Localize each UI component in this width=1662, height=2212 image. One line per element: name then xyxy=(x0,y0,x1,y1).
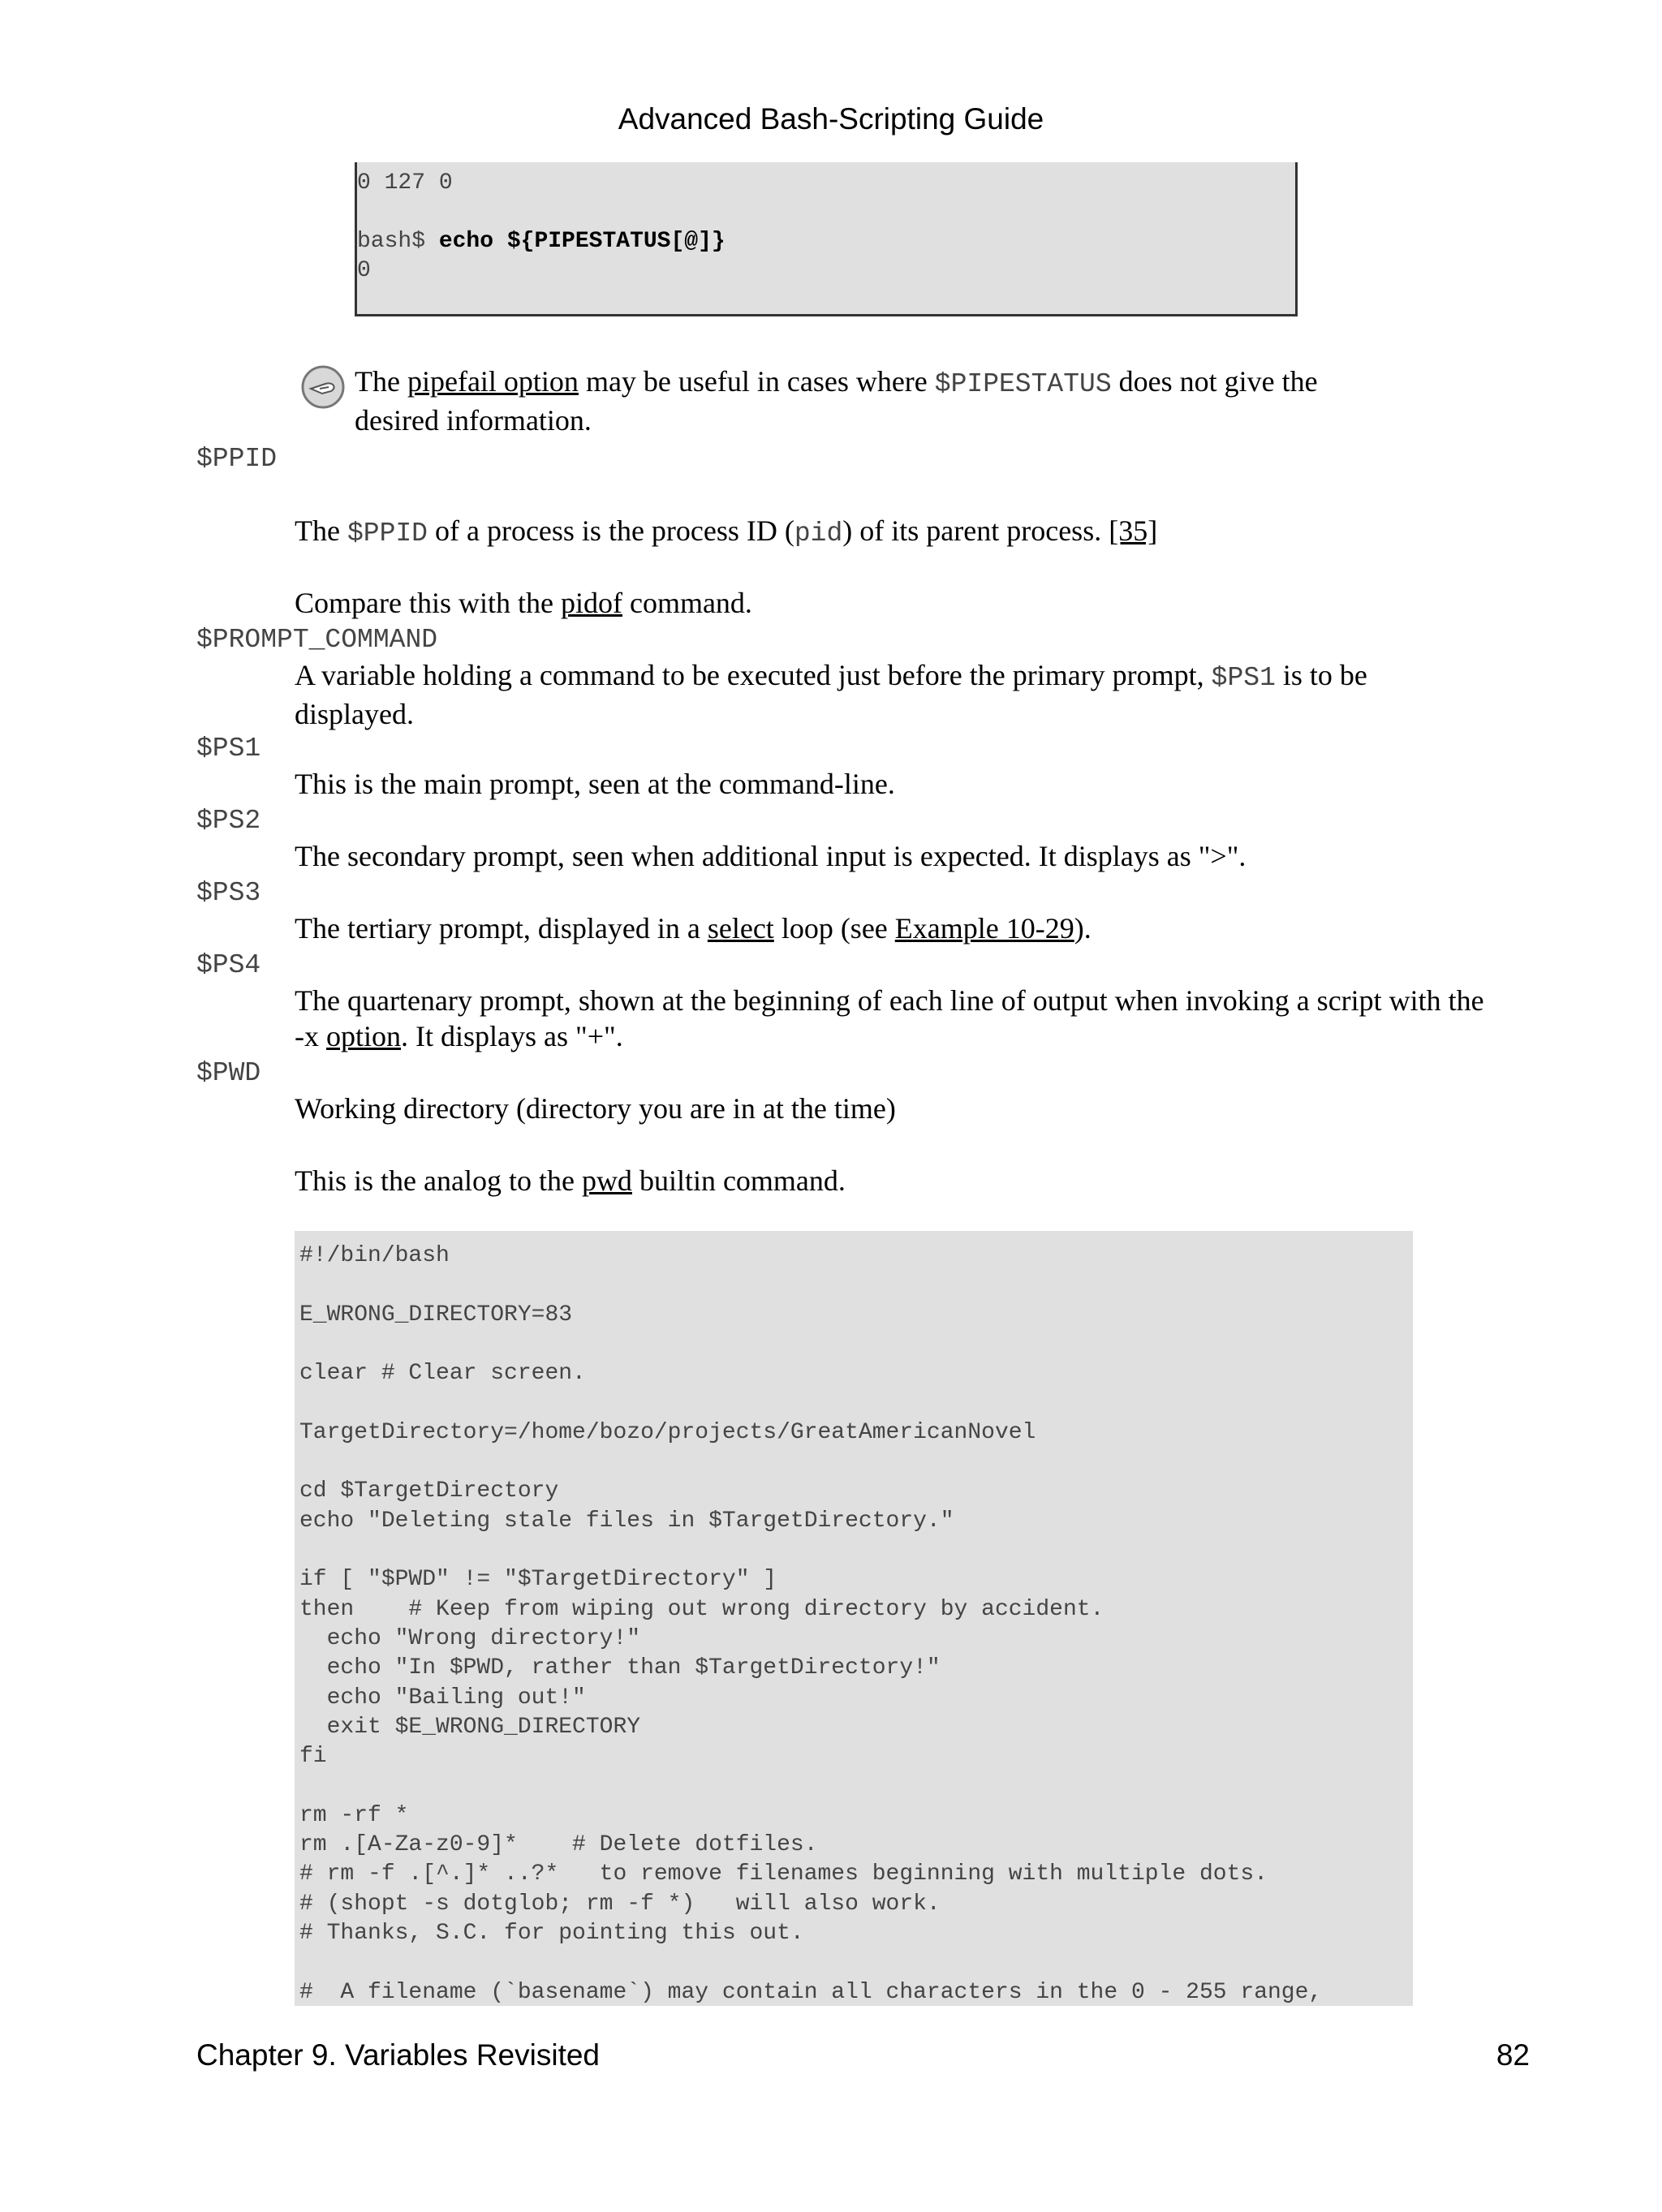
def-line: displayed. xyxy=(295,698,414,730)
code-block-pwd-example xyxy=(295,1231,1413,2006)
definition-ppid-p1 xyxy=(295,513,1536,552)
code-line: # A filename (`basename`) may contain all characters in the 0 - 255 range, xyxy=(299,1979,1323,2005)
ppid-var: $PPID xyxy=(347,519,428,549)
code-line: #!/bin/bash xyxy=(299,1243,450,1268)
term-ps1: $PS1 xyxy=(196,734,261,764)
def-text: Compare this with the xyxy=(295,587,561,619)
def-text: command. xyxy=(622,587,752,619)
code-line: if [ "$PWD" != "$TargetDirectory" ] xyxy=(299,1567,777,1593)
pwd-link[interactable]: pwd xyxy=(581,1164,632,1197)
def-text: The xyxy=(295,514,347,547)
code-block-pipestatus xyxy=(355,162,1298,316)
code-line: # rm -f .[^.]* ..?* to remove filenames beginning with multiple dots. xyxy=(299,1861,1268,1887)
term-pwd: $PWD xyxy=(196,1058,261,1088)
running-header: Advanced Bash-Scripting Guide xyxy=(618,102,1044,136)
term-ps3: $PS3 xyxy=(196,878,261,908)
note-text xyxy=(355,364,1491,438)
def-text: A variable holding a command to be executed just before the primary prompt, xyxy=(295,659,1212,691)
def-line xyxy=(295,657,1536,696)
definition-ps1: This is the main prompt, seen at the command-line. xyxy=(295,768,895,800)
code-line: cd $TargetDirectory xyxy=(299,1478,559,1504)
def-text: of a process is the process ID ( xyxy=(428,514,794,547)
pidof-link[interactable]: pidof xyxy=(560,587,622,619)
term-prompt-command: $PROMPT_COMMAND xyxy=(196,625,438,655)
footer-page-number: 82 xyxy=(1496,2038,1530,2072)
code-line: # (shopt -s dotglob; rm -f *) will also work. xyxy=(299,1891,941,1917)
code-line: echo "Wrong directory!" xyxy=(299,1625,641,1651)
note-text-part: does not give the xyxy=(1111,365,1318,398)
def-text: ) of its parent process. xyxy=(842,514,1109,547)
note-text-part: The xyxy=(355,365,407,398)
shell-prompt: bash$ xyxy=(357,229,439,254)
code-line: rm .[A-Za-z0-9]* # Delete dotfiles. xyxy=(299,1832,818,1857)
def-text: builtin command. xyxy=(631,1164,846,1197)
note-text-part: may be useful in cases where xyxy=(578,365,935,398)
code-line: clear # Clear screen. xyxy=(299,1361,586,1387)
def-text: The tertiary prompt, displayed in a xyxy=(295,912,708,945)
term-ppid: $PPID xyxy=(196,444,278,474)
footnote-35-link[interactable]: [35] xyxy=(1109,514,1158,547)
def-text: is to be xyxy=(1275,659,1367,691)
code-line: E_WRONG_DIRECTORY=83 xyxy=(299,1302,573,1328)
ps1-var: $PS1 xyxy=(1211,663,1276,693)
definition-ps2: The secondary prompt, seen when additional input is expected. It displays as ">". xyxy=(295,840,1246,872)
code-line: exit $E_WRONG_DIRECTORY xyxy=(299,1714,641,1740)
code-line: TargetDirectory=/home/bozo/projects/GreatAmericanNovel xyxy=(299,1419,1036,1445)
def-line xyxy=(295,1018,1536,1054)
pid-var: pid xyxy=(794,519,843,549)
code-line: rm -rf * xyxy=(299,1802,409,1828)
definition-pwd-p1: Working directory (directory you are in at the time) xyxy=(295,1092,896,1125)
term-ps4: $PS4 xyxy=(196,950,261,980)
definition-pwd-p2 xyxy=(295,1163,1536,1199)
definition-ppid-p2 xyxy=(295,585,1536,621)
code-line: 0 127 0 xyxy=(357,170,453,196)
definition-prompt-command xyxy=(295,657,1536,732)
command-text: echo ${PIPESTATUS[@]} xyxy=(438,229,726,254)
term-ps2: $PS2 xyxy=(196,806,261,836)
pipefail-option-link[interactable]: pipefail option xyxy=(407,365,579,398)
note-hand-icon xyxy=(300,364,346,410)
def-text: . It displays as "+". xyxy=(401,1020,623,1052)
select-link[interactable]: select xyxy=(707,912,774,945)
def-text: loop (see xyxy=(773,912,895,945)
code-line: fi xyxy=(299,1744,327,1770)
code-line: 0 xyxy=(357,258,371,283)
footer-chapter: Chapter 9. Variables Revisited xyxy=(196,2038,601,2072)
code-line: # Thanks, S.C. for pointing this out. xyxy=(299,1920,804,1946)
definition-ps3 xyxy=(295,910,1536,946)
def-line: The quartenary prompt, shown at the beginning of each line of output when invoking a script with the xyxy=(295,984,1484,1017)
example-10-29-link[interactable]: Example 10-29 xyxy=(894,912,1074,945)
code-line xyxy=(357,227,726,256)
def-text: ). xyxy=(1074,912,1091,945)
code-line: echo "Bailing out!" xyxy=(299,1685,586,1711)
def-text: -x xyxy=(295,1020,326,1052)
code-line: echo "Deleting stale files in $TargetDirectory." xyxy=(299,1508,954,1534)
definition-ps4 xyxy=(295,983,1536,1054)
pipestatus-var: $PIPESTATUS xyxy=(934,369,1112,399)
code-line: then # Keep from wiping out wrong directory by accident. xyxy=(299,1596,1104,1622)
note-line: desired information. xyxy=(355,404,592,437)
code-line: echo "In $PWD, rather than $TargetDirectory!" xyxy=(299,1655,941,1681)
option-link[interactable]: option xyxy=(326,1020,402,1052)
def-text: This is the analog to the xyxy=(295,1164,582,1197)
note-line xyxy=(355,364,1491,402)
